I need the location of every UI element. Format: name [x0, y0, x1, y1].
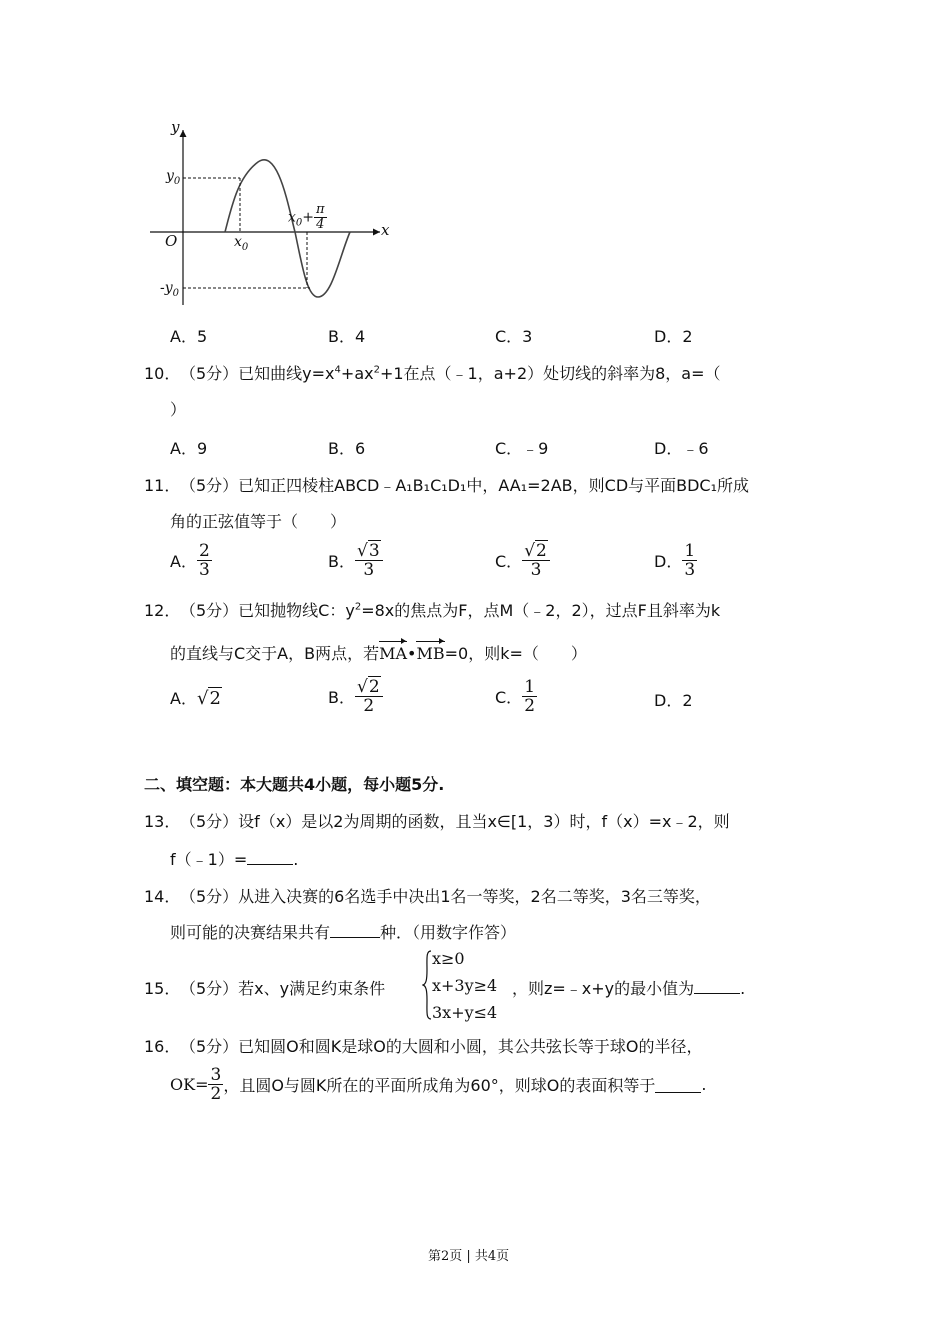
q15-text-end: ，则z=﹣x+y的最小值为 . [512, 979, 746, 998]
x0-label: $x_0$ [234, 234, 249, 253]
q11-option-a: A． $\frac{2}{3}$ [170, 541, 210, 580]
q13-text-line2: f（﹣1）= . [170, 850, 299, 869]
vector-ma: MA [379, 644, 408, 663]
q11-option-d: D． $\frac{1}{3}$ [654, 541, 696, 580]
q13-answer-blank[interactable] [247, 848, 293, 865]
q10-option-d: D．﹣6 [654, 439, 709, 458]
neg-y0-label: $-y_0$ [160, 280, 180, 299]
q10-text-line2: ） [170, 400, 187, 419]
q14-text: （5分）从进入决赛的6名选手中决出1名一等奖，2名二等奖，3名三等奖， [180, 887, 711, 906]
q16-number: 16． [144, 1037, 181, 1056]
q16-text-line2: OK= $\frac{3}{2}$ ，且圆O与圆K所在的平面所成角为60°，则球O的表面积等于 . [170, 1065, 707, 1104]
q10-text: （5分）已知曲线$y=x^4+ax^2+1$在点（﹣1，a+2）处切线的斜率为8，a=（ [180, 364, 721, 383]
origin-label: O [165, 232, 178, 250]
constraint-1: x≥0 [432, 949, 465, 968]
q12-text: （5分）已知抛物线C：$y^2=8x$的焦点为F，点M（﹣2，2），过点F且斜率为k [180, 601, 721, 620]
sine-graph [150, 115, 400, 310]
q15-answer-blank[interactable] [694, 977, 740, 994]
q10-option-b: B．6 [328, 439, 366, 458]
q10-option-a: A．9 [170, 439, 208, 458]
q9-option-b: B．4 [328, 327, 366, 346]
q11-text: （5分）已知正四棱柱ABCD﹣A₁B₁C₁D₁中，AA₁=2AB，则CD与平面BDC₁所成 [180, 476, 750, 495]
q9-option-d: D．2 [654, 327, 693, 346]
q12-text-line2: 的直线与C交于A，B两点，若MA•MB=0，则k=（ ） [170, 644, 587, 663]
q11-option-c: C． $\frac{√2}{3}$ [495, 542, 550, 579]
q12-number: 12． [144, 601, 181, 620]
q11-text-line2: 角的正弦值等于（ ） [170, 512, 347, 531]
q9-option-c: C．3 [495, 327, 533, 346]
q14-answer-blank[interactable] [330, 921, 380, 938]
q9-option-a: A．5 [170, 327, 208, 346]
q11-option-b: B． $\frac{√3}{3}$ [328, 542, 383, 579]
constraint-3: 3x+y≤4 [432, 1003, 498, 1022]
x0-plus-pi-label: $x_0+$ $\frac{\pi}{4}$ [288, 202, 325, 232]
y0-label: $y_0$ [166, 168, 181, 187]
q16-text: （5分）已知圆O和圆K是球O的大圆和小圆，其公共弦长等于球O的半径， [180, 1037, 703, 1056]
q11-number: 11． [144, 476, 181, 495]
q12-option-a: A．√2 [170, 688, 221, 709]
x-axis-label: x [381, 221, 390, 239]
y-axis-label: y [171, 118, 180, 136]
q12-option-b: B． $\frac{√2}{2}$ [328, 678, 383, 715]
q15-text: （5分）若x、y满足约束条件 [180, 979, 386, 998]
q13-number: 13． [144, 812, 181, 831]
page-footer: 第2页 | 共4页 [428, 1249, 510, 1264]
q12-option-d: D．2 [654, 691, 693, 710]
q10-option-c: C．﹣9 [495, 439, 549, 458]
constraint-brace [422, 950, 432, 1020]
q10-number: 10． [144, 364, 181, 383]
q14-number: 14． [144, 887, 181, 906]
q15-number: 15． [144, 979, 181, 998]
q13-text: （5分）设f（x）是以2为周期的函数，且当x∈[1，3）时，f（x）=x﹣2，则 [180, 812, 730, 831]
q16-answer-blank[interactable] [655, 1076, 701, 1093]
q14-text-line2: 则可能的决赛结果共有 种．（用数字作答） [170, 923, 517, 942]
constraint-2: x+3y≥4 [432, 976, 498, 995]
vector-mb: MB [416, 644, 445, 663]
q12-option-c: C． $\frac{1}{2}$ [495, 677, 536, 716]
section-heading: 二、填空题：本大题共4小题，每小题5分. [144, 775, 445, 794]
